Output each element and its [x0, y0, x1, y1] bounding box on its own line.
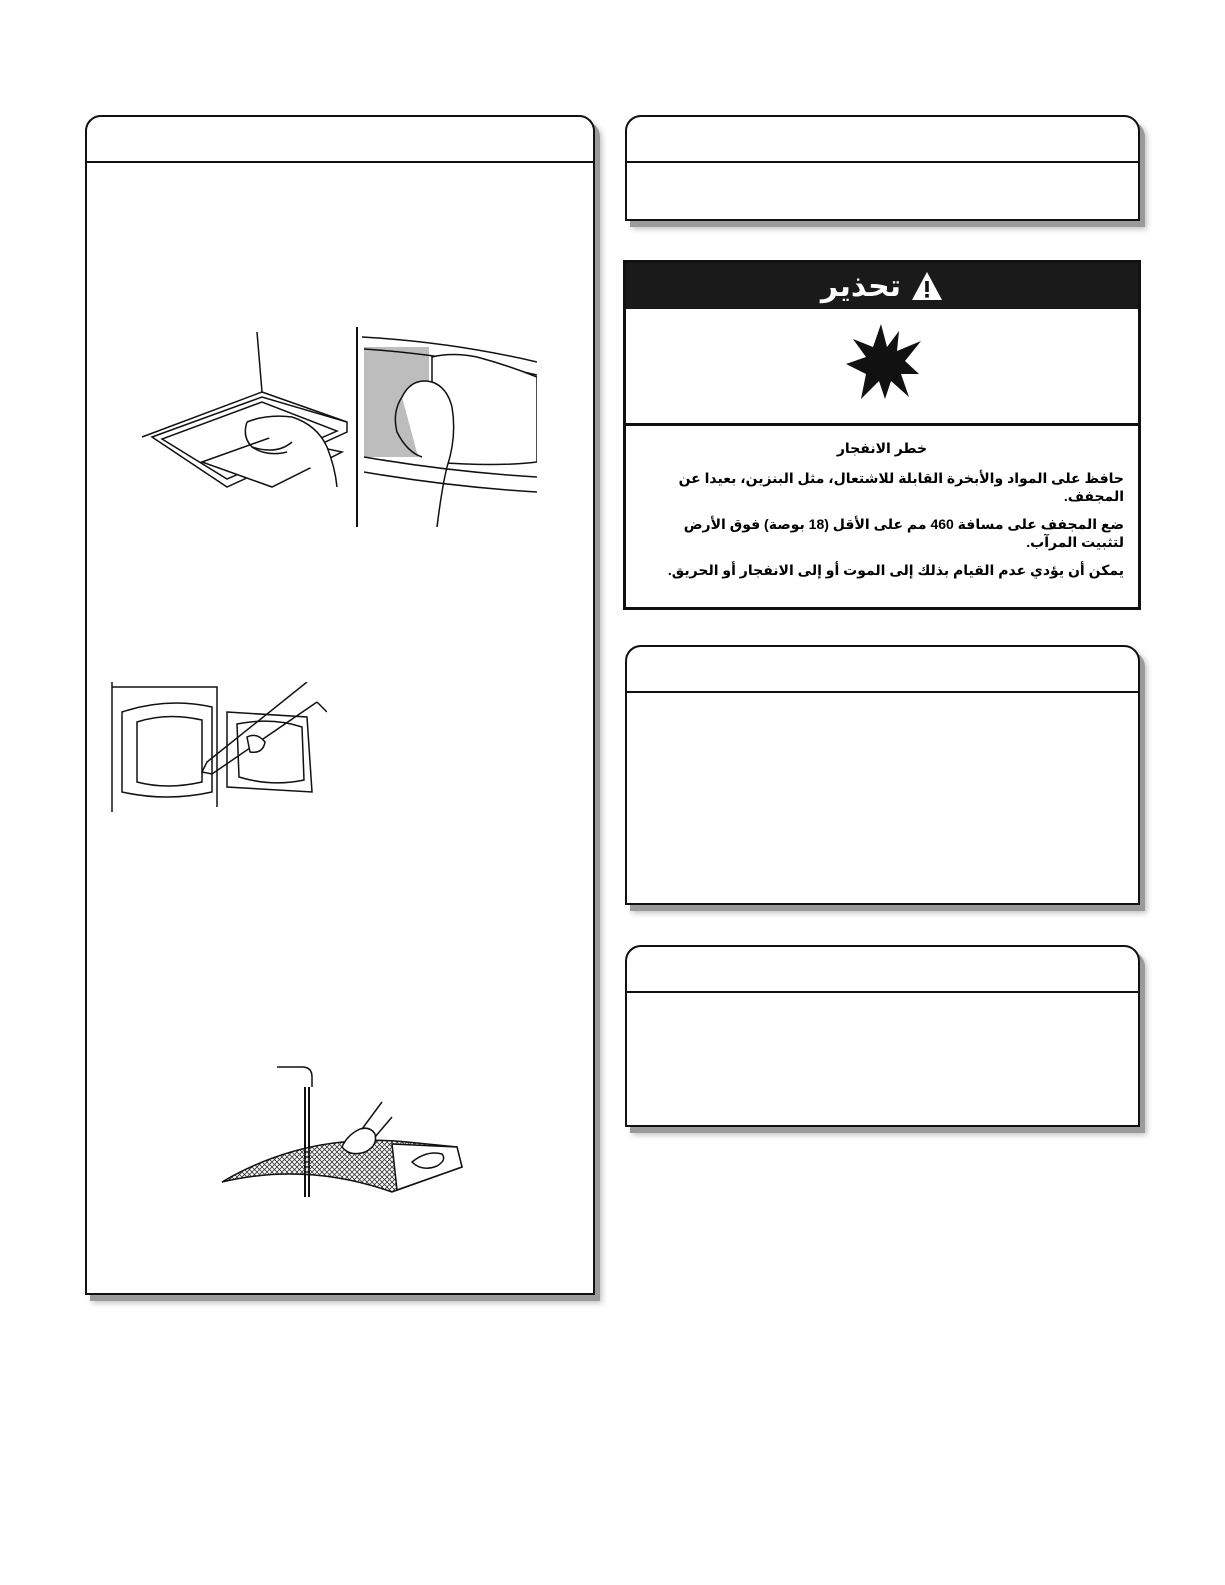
warning-triangle-icon	[911, 271, 943, 301]
warning-line-2: ضع المجفف على مسافة 460 مم على الأقل (18 بوصة) فوق الأرض لتثبيت المرآب.	[683, 516, 1124, 550]
warning-icon-row	[626, 309, 1138, 426]
left-instructions-panel	[85, 115, 595, 1295]
right-panel-top	[625, 115, 1140, 221]
explosion-icon	[841, 319, 926, 404]
right-panel-middle-header	[627, 647, 1138, 693]
right-panel-bottom-header	[627, 947, 1138, 993]
warning-line-1: حافظ على المواد والأبخرة القابلة للاشتعال، مثل البنزين، بعيدا عن المجفف.	[678, 470, 1124, 504]
right-panel-middle	[625, 645, 1140, 905]
warning-text	[640, 439, 1124, 589]
vacuum-dryer-drum-illustration	[107, 682, 327, 812]
wiping-dryer-top-illustration	[132, 327, 537, 527]
warning-header	[626, 263, 1138, 309]
warning-line-3: يمكن أن يؤدي عدم القيام بذلك إلى الموت أو إلى الانفجار أو الحريق.	[667, 562, 1124, 578]
warning-hazard-label: خطر الانفجار	[836, 440, 928, 456]
warning-box	[623, 260, 1141, 610]
rinse-lint-screen-illustration	[217, 1062, 467, 1202]
warning-title: تحذير	[820, 269, 902, 303]
left-panel-header	[87, 117, 593, 163]
right-panel-top-header	[627, 117, 1138, 163]
right-panel-bottom	[625, 945, 1140, 1127]
